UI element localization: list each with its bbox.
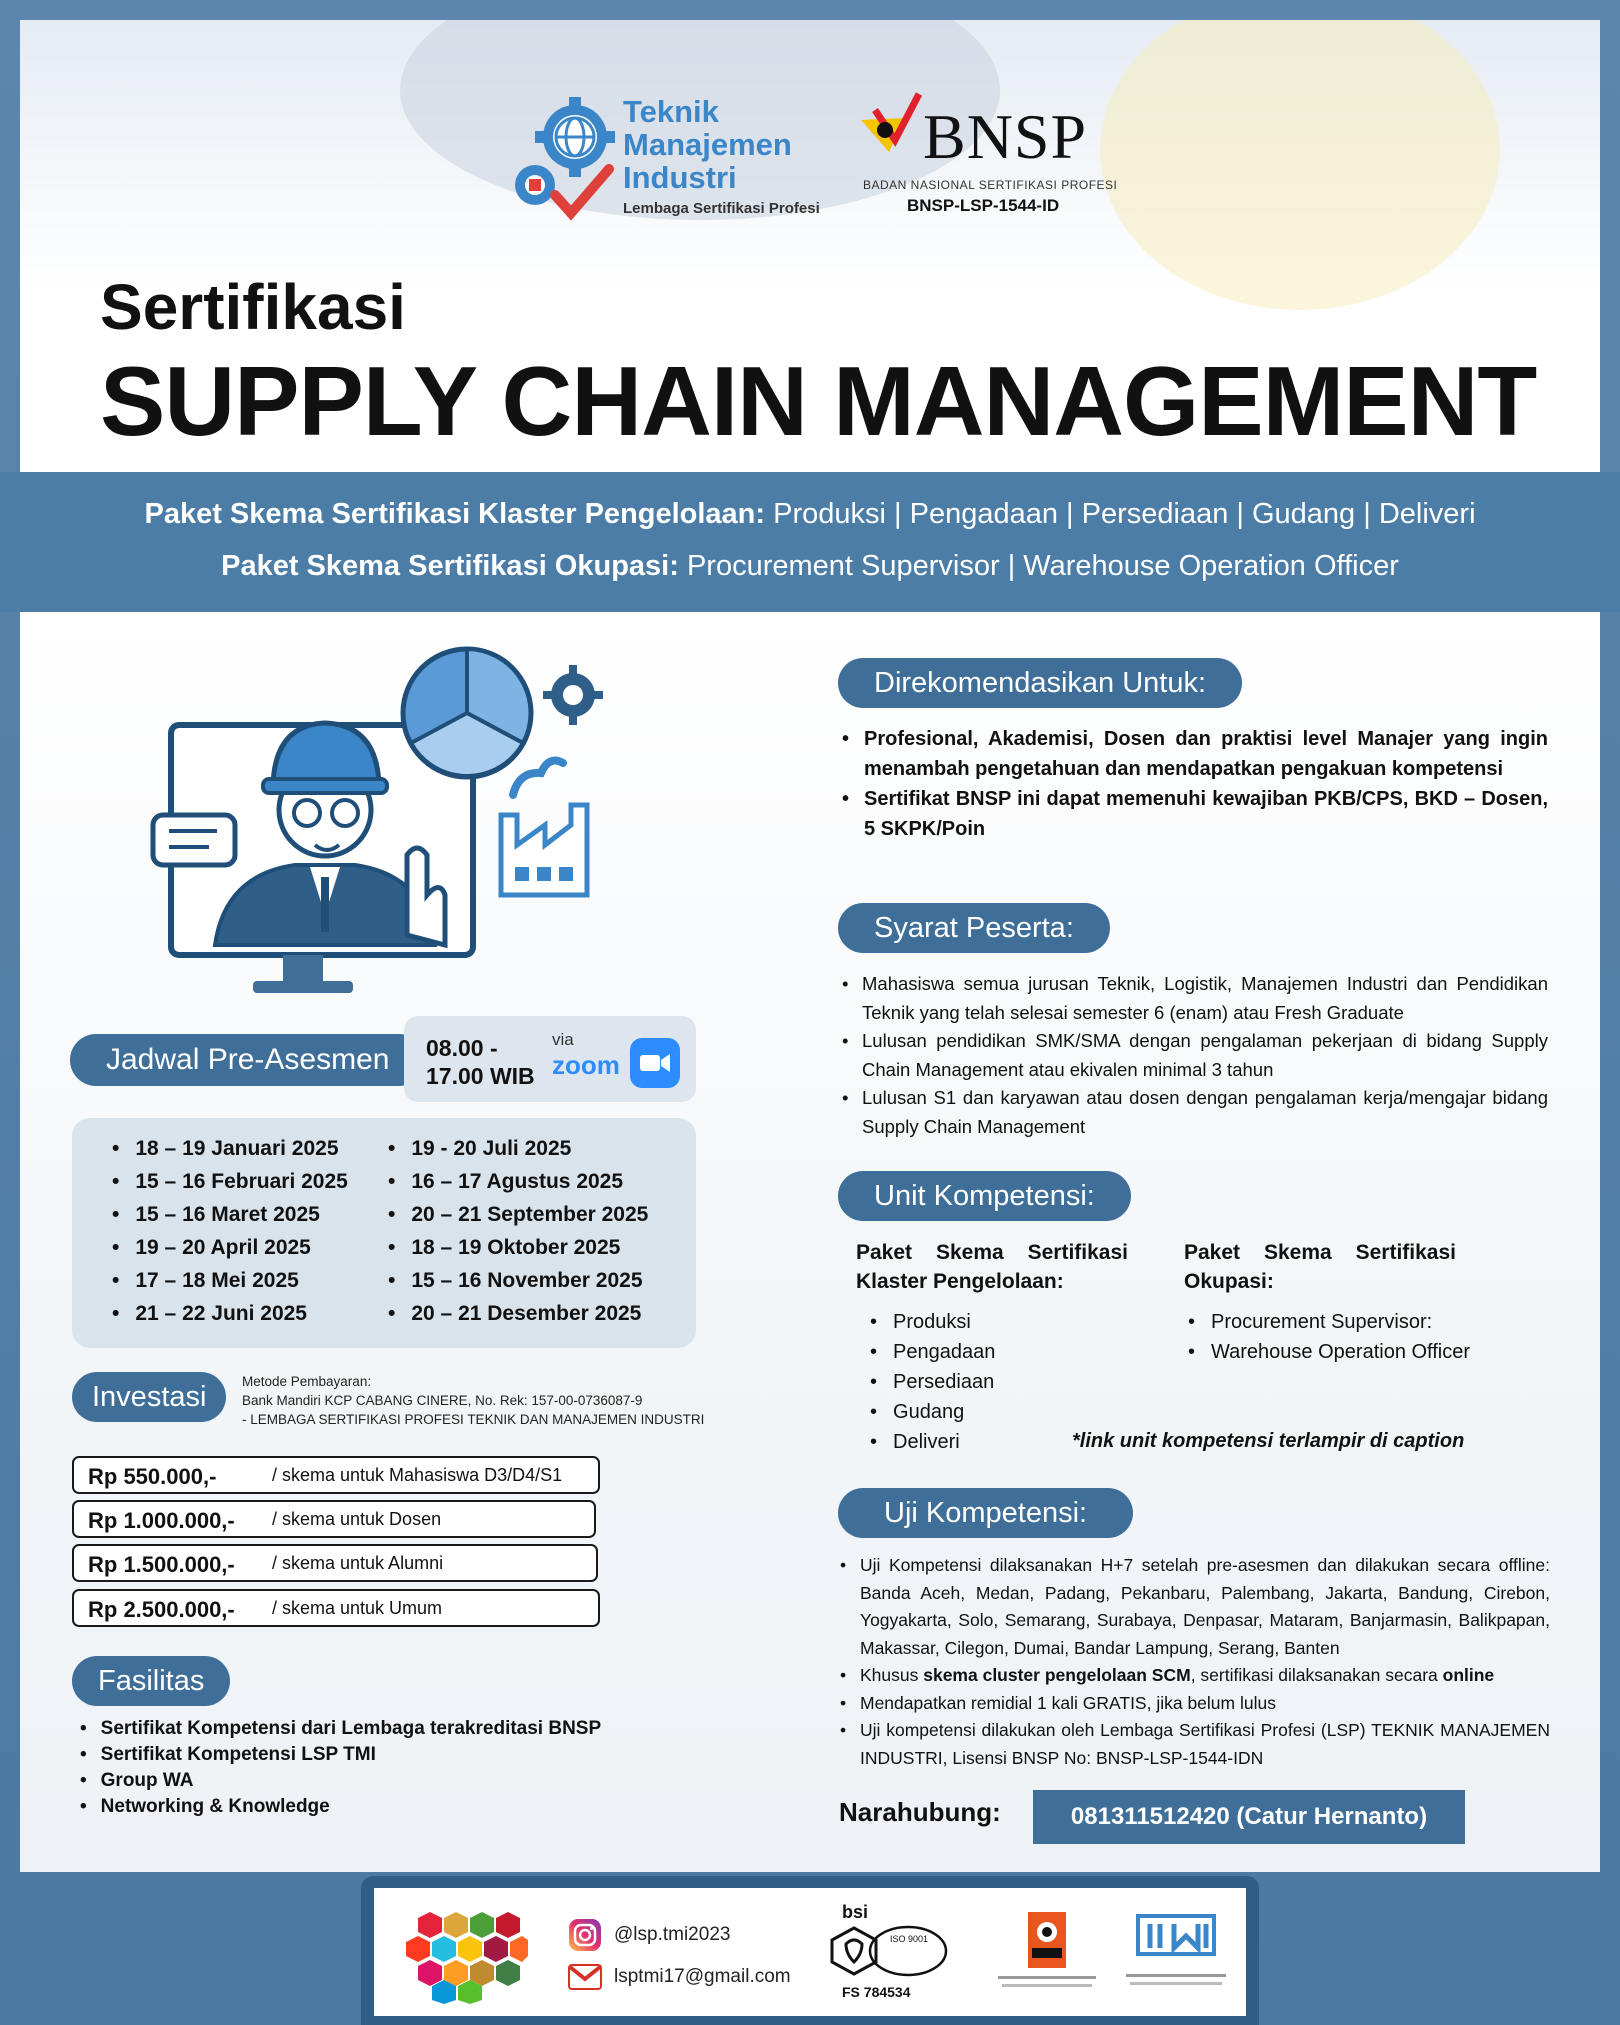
uji-item: • Uji Kompetensi dilaksanakan H+7 setelah pre-asesmen dan dilakukan secara offline: Banda Aceh, Medan, Padang, Pekanbaru, Palembang, Jakarta, Bandung, Cirebon, Yogyakarta, Solo, Semarang, Surabaya, Denpasar, Mataram, Banjarmasin, Balikpapan, Makassar, Cilegon, Dumai, Bandar Lampung, Serang, Banten bbox=[840, 1552, 1550, 1662]
uji-online-middle: , sertifikasi dilaksanakan secara bbox=[1190, 1665, 1443, 1685]
unit-klaster-item: • Persediaan bbox=[870, 1367, 995, 1397]
price-amount: Rp 1.500.000,- bbox=[88, 1552, 235, 1577]
session-time-end: 17.00 WIB bbox=[426, 1063, 535, 1089]
uji-online-scheme: skema cluster pengelolaan SCM bbox=[923, 1665, 1191, 1685]
schedule-dates-right bbox=[388, 1132, 648, 1330]
scheme-okupasi-label: Paket Skema Sertifikasi Okupasi: bbox=[221, 550, 679, 582]
payment-method-label: Metode Pembayaran: bbox=[242, 1374, 372, 1389]
instagram-handle[interactable]: @lsp.tmi2023 bbox=[614, 1924, 731, 1945]
scheme-line-klaster bbox=[0, 498, 1620, 531]
unit-heading: Unit Kompetensi: bbox=[838, 1171, 1131, 1221]
schedule-date: • 19 - 20 Juli 2025 bbox=[388, 1132, 648, 1165]
unit-okupasi-item: • Warehouse Operation Officer bbox=[1188, 1337, 1470, 1367]
fasilitas-heading: Fasilitas bbox=[72, 1656, 230, 1706]
bnsp-license: BNSP-LSP-1544-ID bbox=[907, 196, 1060, 215]
schedule-date: • 15 – 16 Maret 2025 bbox=[112, 1198, 348, 1231]
fasilitas-item: • Sertifikat Kompetensi LSP TMI bbox=[80, 1742, 601, 1768]
time-zoom-box bbox=[404, 1016, 696, 1102]
session-time-start: 08.00 - bbox=[426, 1035, 498, 1061]
syarat-item: • Lulusan S1 dan karyawan atau dosen dengan pengalaman kerja/mengajar bidang Supply Chain Management bbox=[842, 1084, 1548, 1141]
price-amount: Rp 1.000.000,- bbox=[88, 1508, 235, 1533]
title-prefix: Sertifikasi bbox=[100, 271, 406, 343]
fasilitas-item: • Group WA bbox=[80, 1768, 601, 1794]
scheme-band bbox=[0, 472, 1620, 612]
price-amount: Rp 2.500.000,- bbox=[88, 1597, 235, 1622]
via-label: via bbox=[552, 1030, 574, 1049]
fasilitas-item: • Sertifikat Kompetensi dari Lembaga terakreditasi BNSP bbox=[80, 1716, 601, 1742]
syarat-list bbox=[842, 970, 1548, 1141]
bnsp-logo bbox=[855, 90, 1125, 220]
schedule-dates-left bbox=[112, 1132, 348, 1330]
unit-klaster-item: • Produksi bbox=[870, 1307, 995, 1337]
recommended-item: • Profesional, Akademisi, Dosen dan praktisi level Manajer yang ingin menambah pengetahuan dan mendapatkan pengakuan kompetensi bbox=[842, 724, 1548, 784]
instagram-icon bbox=[568, 1918, 602, 1952]
association-logo-ti-icon bbox=[1116, 1908, 1236, 1994]
tmi-logo-line1: Teknik bbox=[623, 94, 719, 129]
bsi-kitemark-icon bbox=[824, 1922, 948, 1980]
contact-phone[interactable]: 081311512420 (Catur Hernanto) bbox=[1033, 1790, 1465, 1844]
uji-heading: Uji Kompetensi: bbox=[838, 1488, 1133, 1538]
uji-online-prefix: Khusus bbox=[860, 1665, 924, 1685]
scheme-klaster-values: Produksi | Pengadaan | Persediaan | Gudang | Deliveri bbox=[765, 498, 1476, 530]
schedule-date: • 15 – 16 November 2025 bbox=[388, 1264, 648, 1297]
syarat-item: • Lulusan pendidikan SMK/SMA dengan pengalaman pekerjaan di bidang Supply Chain Management atau ekivalen minimal 3 tahun bbox=[842, 1027, 1548, 1084]
gear-globe-icon bbox=[505, 95, 625, 225]
unit-okupasi-item: • Procurement Supervisor: bbox=[1188, 1307, 1470, 1337]
unit-klaster-item: • Pengadaan bbox=[870, 1337, 995, 1367]
tmi-logo-line2: Manajemen bbox=[623, 127, 792, 162]
association-logo-orange-icon bbox=[992, 1908, 1102, 1994]
background-photo-helmet bbox=[1100, 20, 1500, 310]
unit-klaster-list bbox=[870, 1307, 995, 1457]
sdg-hexagons-icon bbox=[398, 1908, 528, 2004]
unit-okupasi-list bbox=[1188, 1307, 1470, 1367]
recommended-item: • Sertifikat BNSP ini dapat memenuhi kewajiban PKB/CPS, BKD – Dosen, 5 SKPK/Poin bbox=[842, 784, 1548, 844]
schedule-date: • 21 – 22 Juni 2025 bbox=[112, 1297, 348, 1330]
uji-list bbox=[840, 1552, 1550, 1772]
scheme-klaster-label: Paket Skema Sertifikasi Klaster Pengelolaan: bbox=[144, 498, 766, 530]
gmail-icon bbox=[568, 1964, 602, 1990]
price-description: / skema untuk Alumni bbox=[272, 1553, 444, 1573]
zoom-camera-icon bbox=[630, 1038, 680, 1088]
unit-klaster-item: • Deliveri bbox=[870, 1427, 995, 1457]
schedule-date: • 17 – 18 Mei 2025 bbox=[112, 1264, 348, 1297]
schedule-date: • 18 – 19 Oktober 2025 bbox=[388, 1231, 648, 1264]
iso-label: ISO 9001 bbox=[890, 1934, 929, 1944]
contact-label: Narahubung: bbox=[839, 1797, 1001, 1827]
investasi-heading: Investasi bbox=[72, 1372, 226, 1422]
recommended-list bbox=[842, 724, 1548, 844]
price-description: / skema untuk Mahasiswa D3/D4/S1 bbox=[272, 1465, 563, 1485]
schedule-dates-box bbox=[72, 1118, 696, 1348]
tmi-logo bbox=[505, 95, 835, 230]
price-row bbox=[72, 1589, 600, 1627]
schedule-date: • 20 – 21 Desember 2025 bbox=[388, 1297, 648, 1330]
recommended-heading: Direkomendasikan Untuk: bbox=[838, 658, 1242, 708]
price-description: / skema untuk Dosen bbox=[272, 1509, 442, 1529]
price-amount: Rp 550.000,- bbox=[88, 1464, 217, 1489]
schedule-date: • 15 – 16 Februari 2025 bbox=[112, 1165, 348, 1198]
price-description: / skema untuk Umum bbox=[272, 1598, 443, 1618]
bnsp-fullname: BADAN NASIONAL SERTIFIKASI PROFESI bbox=[863, 178, 1118, 192]
payment-bank: Bank Mandiri KCP CABANG CINERE, No. Rek: 157-00-0736087-9 bbox=[242, 1393, 643, 1408]
unit-klaster-heading: Paket Skema Sertifikasi Klaster Pengelolaan: bbox=[856, 1241, 1128, 1293]
footer-bar bbox=[374, 1888, 1246, 2016]
payment-method bbox=[242, 1372, 704, 1429]
payment-account-name: - LEMBAGA SERTIFIKASI PROFESI TEKNIK DAN MANAJEMEN INDUSTRI bbox=[242, 1412, 705, 1427]
schedule-date: • 20 – 21 September 2025 bbox=[388, 1198, 648, 1231]
schedule-date: • 18 – 19 Januari 2025 bbox=[112, 1132, 348, 1165]
schedule-date: • 16 – 17 Agustus 2025 bbox=[388, 1165, 648, 1198]
syarat-heading: Syarat Peserta: bbox=[838, 903, 1110, 953]
price-row bbox=[72, 1456, 600, 1494]
unit-klaster-item: • Gudang bbox=[870, 1397, 995, 1427]
bnsp-mark-icon bbox=[855, 90, 925, 170]
bsi-certificate-number: FS 784534 bbox=[842, 1984, 911, 2000]
unit-okupasi-heading: Paket Skema Sertifikasi Okupasi: bbox=[1184, 1241, 1456, 1293]
email-address[interactable]: lsptmi17@gmail.com bbox=[614, 1966, 791, 1987]
uji-item-online bbox=[840, 1662, 1550, 1690]
bnsp-wordmark: BNSP bbox=[923, 101, 1088, 172]
bsi-iso-badge bbox=[818, 1904, 954, 2004]
price-row bbox=[72, 1500, 596, 1538]
fasilitas-item: • Networking & Knowledge bbox=[80, 1794, 601, 1820]
session-time bbox=[426, 1034, 535, 1090]
tmi-logo-line3: Industri bbox=[623, 160, 737, 195]
price-row bbox=[72, 1544, 598, 1582]
tmi-logo-subtitle: Lembaga Sertifikasi Profesi bbox=[623, 200, 820, 217]
uji-item: • Mendapatkan remidial 1 kali GRATIS, jika belum lulus bbox=[840, 1690, 1550, 1718]
schedule-date: • 19 – 20 April 2025 bbox=[112, 1231, 348, 1264]
syarat-item: • Mahasiswa semua jurusan Teknik, Logistik, Manajemen Industri dan Pendidikan Teknik yang telah selesai semester 6 (enam) atau Fresh Graduate bbox=[842, 970, 1548, 1027]
uji-item: • Uji kompetensi dilakukan oleh Lembaga Sertifikasi Profesi (LSP) TEKNIK MANAJEMEN INDUSTRI, Lisensi BNSP No: BNSP-LSP-1544-IDN bbox=[840, 1717, 1550, 1772]
schedule-heading: Jadwal Pre-Asesmen bbox=[70, 1034, 425, 1086]
unit-link-note: *link unit kompetensi terlampir di caption bbox=[1072, 1430, 1465, 1452]
uji-online-mode: online bbox=[1442, 1665, 1495, 1685]
presenter-illustration bbox=[145, 645, 625, 1005]
scheme-line-okupasi bbox=[0, 550, 1620, 583]
fasilitas-list bbox=[80, 1716, 601, 1820]
zoom-wordmark: zoom bbox=[552, 1050, 620, 1080]
page-title: SUPPLY CHAIN MANAGEMENT bbox=[100, 346, 1537, 456]
bsi-logo-text: bsi bbox=[842, 1902, 869, 1922]
scheme-okupasi-values: Procurement Supervisor | Warehouse Operation Officer bbox=[678, 550, 1399, 582]
